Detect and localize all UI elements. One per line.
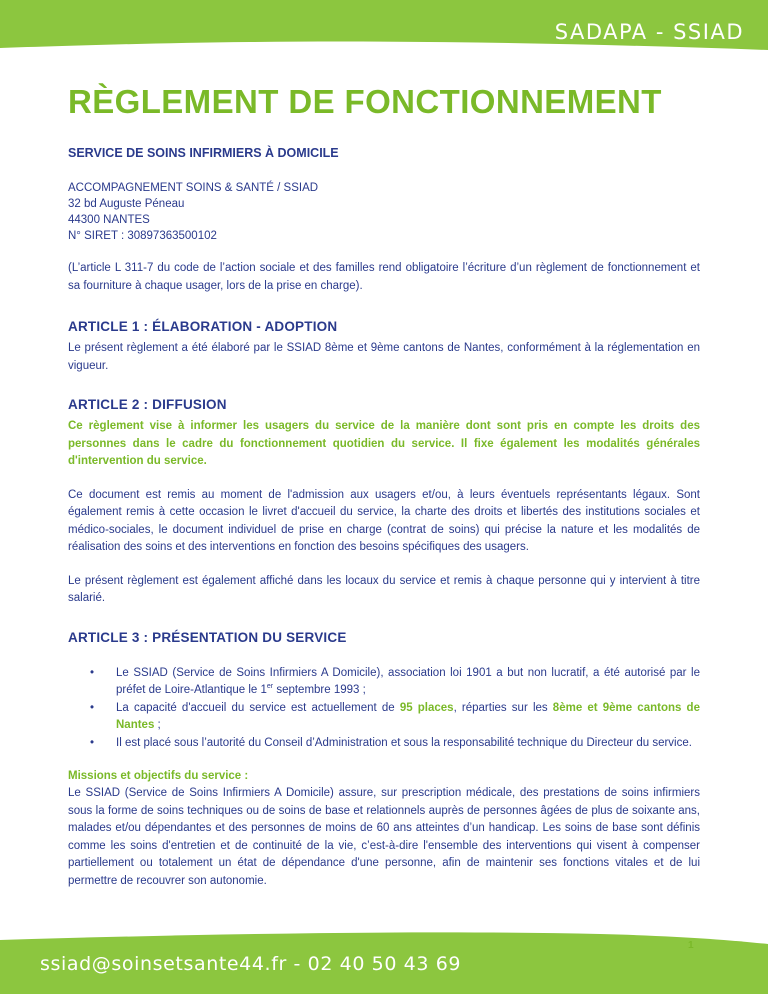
- bullet-text: septembre 1993 ;: [273, 684, 366, 696]
- article-2-paragraph: Ce document est remis au moment de l'admission aux usagers et/ou, à leurs éventuels représentants légaux. Sont également remis à cette occasion le livret d'accueil du service, la charte des droits et libertés des institutions sociales et médico-sociales, le document individuel de prise en charge (contrat de soins) qui précise la nature et les modalités de réalisation des soins et des interventions en fonction des besoins spécifiques des usagers.: [68, 488, 700, 553]
- bullet-text: La capacité d'accueil du service est actuellement de: [116, 701, 400, 714]
- article-2-lead: Ce règlement vise à informer les usagers du service de la manière dont sont pris en compte les droits des personnes dans le cadre du fonctionnement quotidien du service. Il fixe également les modalités générales d'intervention du service.: [68, 420, 700, 467]
- document-body: [68, 78, 700, 890]
- address-line: N° SIRET : 30897363500102: [68, 230, 217, 242]
- article-1-text: Le présent règlement a été élaboré par le SSIAD 8ème et 9ème cantons de Nantes, conformément à la réglementation en vigueur.: [68, 342, 700, 372]
- article-2-paragraph: Le présent règlement est également affiché dans les locaux du service et remis à chaque personne qui y intervient à titre salarié.: [68, 574, 700, 604]
- highlight-capacity: 95 places: [399, 701, 454, 714]
- document-title: RÈGLEMENT DE FONCTIONNEMENT: [68, 83, 662, 120]
- address-block: [68, 180, 700, 244]
- brand-name: SADAPA - SSIAD: [554, 20, 744, 44]
- address-line: ACCOMPAGNEMENT SOINS & SANTÉ / SSIAD: [68, 182, 319, 194]
- bullet-icon: •: [90, 736, 95, 749]
- intro-paragraph: (L’article L 311-7 du code de l’action sociale et des familles rend obligatoire l’écriture d’un règlement de fonctionnement et sa fourniture à chaque usager, lors de la prise en charge).: [68, 262, 700, 292]
- page-number: 1: [688, 940, 694, 951]
- article-2-title: ARTICLE 2 : DIFFUSION: [68, 397, 227, 412]
- highlight-cantons: 8ème et 9ème cantons de Nantes: [116, 701, 700, 731]
- bullet-text: Le SSIAD (Service de Soins Infirmiers A Domicile), association loi 1901 a but non lucratif, a été autorisé par le préfet de Loire-Atlantique le 1: [116, 666, 700, 696]
- missions-paragraph: Le SSIAD (Service de Soins Infirmiers A Domicile) assure, sur prescription médicale, des prestations de soins infirmiers sous la forme de soins techniques ou de soins de base et relationnels auprès de personnes âgées de plus de soixante ans, malades et/ou dépendantes et des personnes de moins de 60 ans atteintes d’un handicap. Les soins de base sont définis comme les soins d'entretien et de continuité de la vie, c’est-à-dire l'ensemble des interventions qui visent à compenser partiellement ou totalement un état de dépendance d'une personne, afin de maintenir ses fonctions vitales et de lui permettre de recouvrer son autonomie.: [68, 787, 700, 887]
- service-bullet-list: [68, 665, 700, 753]
- article-3-title: ARTICLE 3 : PRÉSENTATION DU SERVICE: [68, 629, 347, 645]
- bullet-text: , réparties sur les: [453, 701, 553, 714]
- address-line: 32 bd Auguste Péneau: [68, 198, 185, 210]
- bullet-icon: •: [90, 701, 95, 714]
- document-subtitle: SERVICE DE SOINS INFIRMIERS À DOMICILE: [68, 146, 339, 160]
- superscript: er: [266, 683, 274, 691]
- list-item: [90, 735, 700, 753]
- bullet-icon: •: [90, 666, 95, 679]
- bullet-text: ;: [154, 719, 161, 731]
- list-item: [90, 665, 700, 700]
- bullet-text: Il est placé sous l’autorité du Conseil d’Administration et sous la responsabilité technique du Directeur du service.: [116, 736, 692, 749]
- footer-contact: ssiad@soinsetsante44.fr - 02 40 50 43 69: [40, 953, 462, 975]
- missions-title: Missions et objectifs du service :: [68, 770, 249, 782]
- address-line: 44300 NANTES: [68, 214, 150, 226]
- article-1-title: ARTICLE 1 : ÉLABORATION - ADOPTION: [68, 319, 338, 334]
- list-item: [90, 700, 700, 735]
